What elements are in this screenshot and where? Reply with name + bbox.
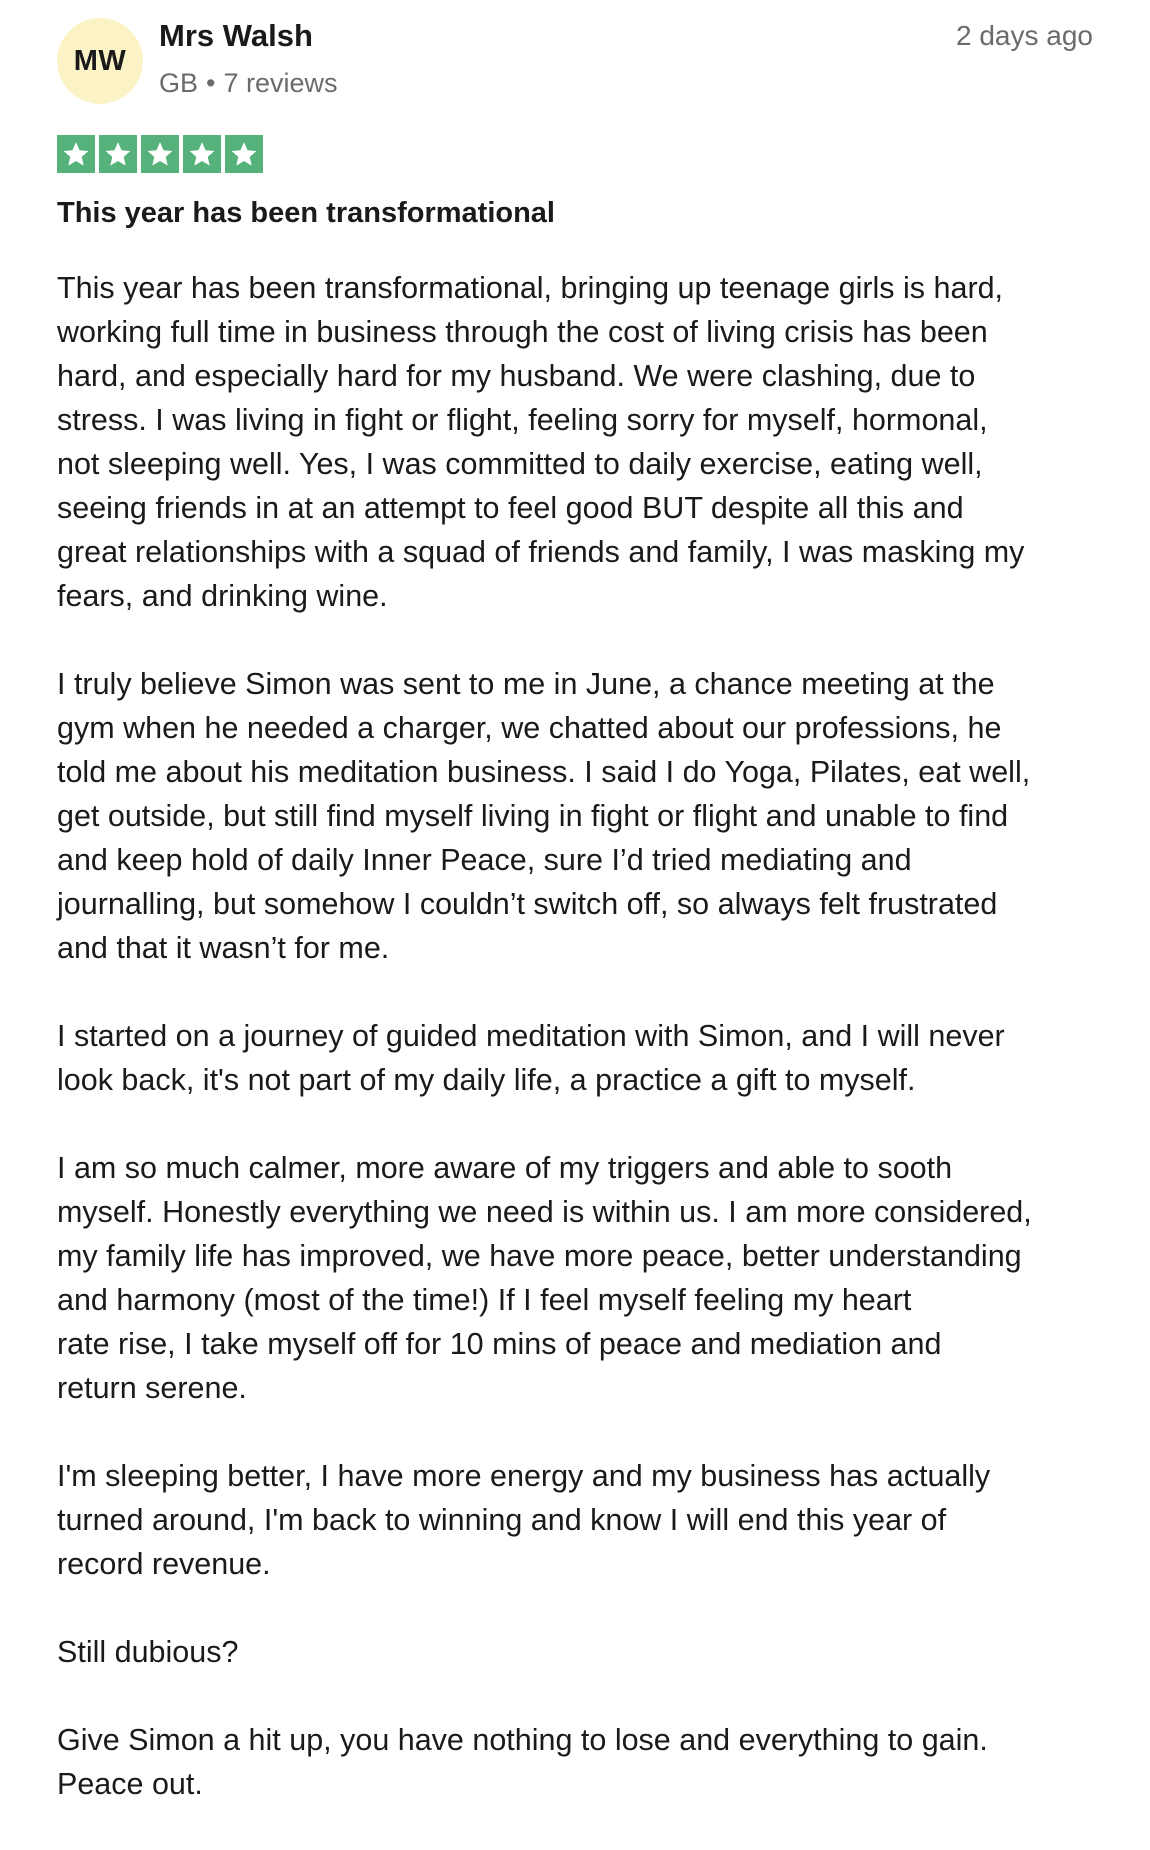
reviewer-meta (159, 68, 338, 99)
review-title[interactable]: This year has been transformational (57, 197, 555, 229)
meta-separator: • (206, 68, 216, 98)
reviewer-country: GB (159, 68, 199, 98)
review-paragraph: I truly believe Simon was sent to me in June, a chance meeting at the gym when he needed a charger, we chatted about our professions, he told me about his meditation business. I said I do Yoga, Pilates, eat well, get outside, but still find myself living in fight or flight and unable to find and keep hold of daily Inner Peace, sure I’d tried mediating and journalling, but somehow I couldn’t switch off, so always felt frustrated and that it wasn’t for me. (57, 667, 1031, 965)
star-icon (225, 135, 263, 173)
review-paragraph: I am so much calmer, more aware of my triggers and able to sooth myself. Honestly everything we need is within us. I am more considered, my family life has improved, we have more peace, better understanding and harmony (most of the time!) If I feel myself feeling my heart rate rise, I take myself off for 10 mins of peace and mediation and return serene. (57, 1151, 1032, 1405)
reviewer-review-count: 7 reviews (223, 68, 338, 98)
star-icon (57, 135, 95, 173)
avatar[interactable] (57, 18, 143, 104)
review-date: 2 days ago (956, 20, 1093, 51)
review-paragraph: This year has been transformational, bringing up teenage girls is hard, working full time in business through the cost of living crisis has been hard, and especially hard for my husband. We were clashing, due to stress. I was living in fight or flight, feeling sorry for myself, hormonal, not sleeping well. Yes, I was committed to daily exercise, eating well, seeing friends in at an attempt to feel good BUT despite all this and great relationships with a squad of friends and family, I was masking my fears, and drinking wine. (57, 271, 1025, 613)
review-body (57, 266, 1117, 1850)
review-paragraph: Still dubious? (57, 1635, 239, 1669)
review-paragraph: I'm sleeping better, I have more energy and my business has actually turned around, I'm back to winning and know I will end this year of record revenue. (57, 1459, 991, 1581)
star-icon (99, 135, 137, 173)
star-rating (57, 135, 263, 173)
avatar-initials: MW (73, 44, 127, 77)
review-paragraph: Give Simon a hit up, you have nothing to lose and everything to gain. Peace out. (57, 1723, 988, 1801)
star-icon (141, 135, 179, 173)
star-icon (183, 135, 221, 173)
review-paragraph: I started on a journey of guided meditation with Simon, and I will never look back, it's not part of my daily life, a practice a gift to myself. (57, 1019, 1005, 1097)
reviewer-name[interactable]: Mrs Walsh (159, 18, 313, 53)
review-header (57, 0, 1093, 110)
